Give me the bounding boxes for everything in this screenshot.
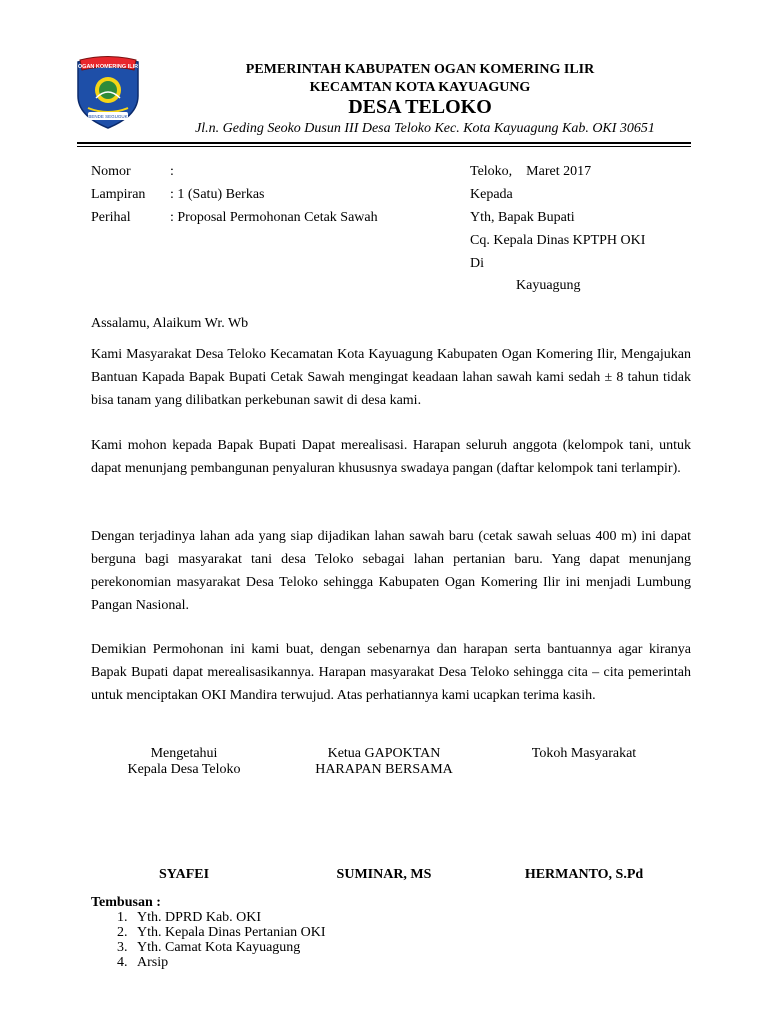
signature-role-1b: Kepala Desa Teloko: [127, 762, 241, 777]
tembusan-item: 1. Yth. DPRD Kab. OKI: [131, 910, 326, 925]
tembusan-label: Tembusan :: [91, 895, 161, 910]
government-title: PEMERINTAH KABUPATEN OGAN KOMERING ILIR: [245, 62, 595, 77]
signature-role-1a: Mengetahui: [150, 746, 218, 761]
logo-text-bottom: BENDE SEGUGUK: [88, 114, 128, 119]
signature-block-gapoktan: [284, 746, 484, 778]
nomor-label: Nomor: [91, 164, 131, 179]
tembusan-item: 3. Yth. Camat Kota Kayuagung: [131, 940, 326, 955]
logo-text-top: OGAN KOMERING ILIR: [77, 64, 139, 70]
paragraph-4: Demikian Permohonan ini kami buat, dengan sebenarnya dan harapan serta bantuannya agar kiranya Bapak Bupati dapat merealisasikannya. Harapan masyarakat Desa Teloko sehingga cita – cita pemerintah untuk menciptakan OKI Mandira terwujud. Atas perhatiannya kami ucapkan terima kasih.: [91, 642, 691, 703]
header-rule-thin: [77, 146, 691, 147]
tembusan-item: 2. Yth. Kepala Dinas Pertanian OKI: [131, 925, 326, 940]
lampiran-value: : 1 (Satu) Berkas: [170, 187, 265, 202]
perihal-label: Perihal: [91, 210, 131, 225]
di-label: Di: [470, 256, 484, 271]
place-date: Teloko, Maret 2017: [470, 164, 592, 179]
regency-emblem-logo: [74, 56, 142, 130]
village-address: Jl.n. Geding Seoko Dusun III Desa Teloko Kec. Kota Kayuagung Kab. OKI 30651: [195, 121, 655, 136]
signature-role-2a: Ketua GAPOKTAN: [327, 746, 441, 761]
tembusan-item: 4. Arsip: [131, 955, 326, 970]
signer-name-1: SYAFEI: [158, 867, 210, 882]
kepada-label: Kepada: [470, 187, 513, 202]
nomor-value: :: [170, 164, 174, 179]
signer-name-3: HERMANTO, S.Pd: [524, 867, 644, 882]
signature-block-community-leader: [484, 746, 684, 762]
recipient-name: Yth, Bapak Bupati: [470, 210, 575, 225]
signature-block-village-head: [84, 746, 284, 778]
paragraph-2: Kami mohon kepada Bapak Bupati Dapat merealisasi. Harapan seluruh anggota (kelompok tani, untuk dapat menunjang pembangunan penyaluran khususnya swadaya pangan (daftar kelompok tani terlampir).: [91, 438, 691, 476]
village-title: DESA TELOKO: [348, 96, 492, 118]
recipient-city: Kayuagung: [516, 278, 581, 293]
signature-role-3a: Tokoh Masyarakat: [531, 746, 637, 761]
paragraph-3: Dengan terjadinya lahan ada yang siap dijadikan lahan sawah baru (cetak sawah seluas 400 m) ini dapat berguna bagi masyarakat tani desa Teloko sebagai lahan pertanian baru. Yang dapat menunjang perekonomian masyarakat Desa Teloko sehingga Kabupaten Ogan Komering Ilir ini menjadi Lumbung Pangan Nasional.: [91, 529, 691, 613]
recipient-cq: Cq. Kepala Dinas KPTPH OKI: [470, 233, 646, 248]
lampiran-label: Lampiran: [91, 187, 146, 202]
greeting: Assalamu, Alaikum Wr. Wb: [91, 316, 249, 331]
perihal-value: : Proposal Permohonan Cetak Sawah: [170, 210, 378, 225]
signer-name-2: SUMINAR, MS: [336, 867, 432, 882]
district-title: KECAMTAN KOTA KAYUAGUNG: [309, 80, 531, 95]
paragraph-1: Kami Masyarakat Desa Teloko Kecamatan Kota Kayuagung Kabupaten Ogan Komering Ilir, Mengajukan Bantuan Kapada Bapak Bupati Cetak Sawah mengingat keadaan lahan sawah kami sedah ± 8 tahun tidak bisa tanam yang dilibatkan perkebunan sawit di desa kami.: [91, 347, 691, 408]
header-rule-thick: [77, 142, 691, 144]
signature-role-2b: HARAPAN BERSAMA: [315, 762, 453, 777]
tembusan-list: [91, 910, 326, 970]
